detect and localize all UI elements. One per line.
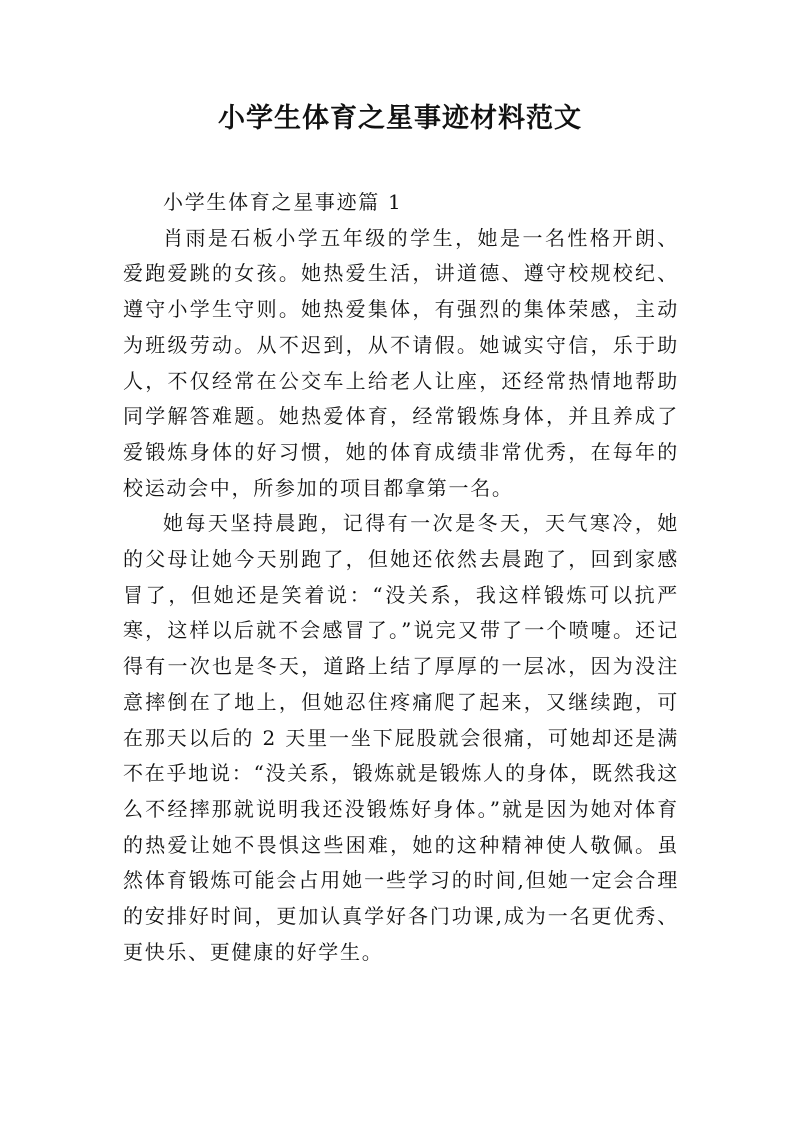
paragraph-1: 肖雨是石板小学五年级的学生，她是一名性格开朗、爱跑爱跳的女孩。她热爱生活，讲道德、遵守校规校纪、遵守小学生守则。她热爱集体，有强烈的集体荣感，主动为班级劳动。从不迟到，从不请假。她诚实守信，乐于助人，不仅经常在公交车上给老人让座，还经常热情地帮助同学解答难题。她热爱体育，经常锻炼身体，并且养成了爱锻炼身体的好习惯，她的体育成绩非常优秀，在每年的校运动会中，所参加的项目都拿第一名。 bbox=[123, 225, 679, 500]
document-body bbox=[123, 185, 679, 970]
paragraph-2: 她每天坚持晨跑，记得有一次是冬天，天气寒冷，她的父母让她今天别跑了，但她还依然去晨跑了，回到家感冒了，但她还是笑着说：“没关系，我这样锻炼可以抗严寒，这样以后就不会感冒了。”说完又带了一个喷嚏。还记得有一次也是冬天，道路上结了厚厚的一层冰，因为没注意摔倒在了地上，但她忍住疼痛爬了起来，又继续跑，可在那天以后的 2 天里一坐下屁股就会很痛，可她却还是满不在乎地说：“没关系，锻炼就是锻炼人的身体，既然我这么不经摔那就说明我还没锻炼好身体。”就是因为她对体育的热爱让她不畏惧这些困难，她的这种精神使人敬佩。虽然体育锻炼可能会占用她一些学习的时间,但她一定会合理的安排好时间，更加认真学好各门功课,成为一名更优秀、更快乐、更健康的好学生。 bbox=[123, 511, 679, 964]
section-heading: 小学生体育之星事迹篇 1 bbox=[163, 190, 403, 214]
document-title: 小学生体育之星事迹材料范文 bbox=[218, 103, 582, 134]
